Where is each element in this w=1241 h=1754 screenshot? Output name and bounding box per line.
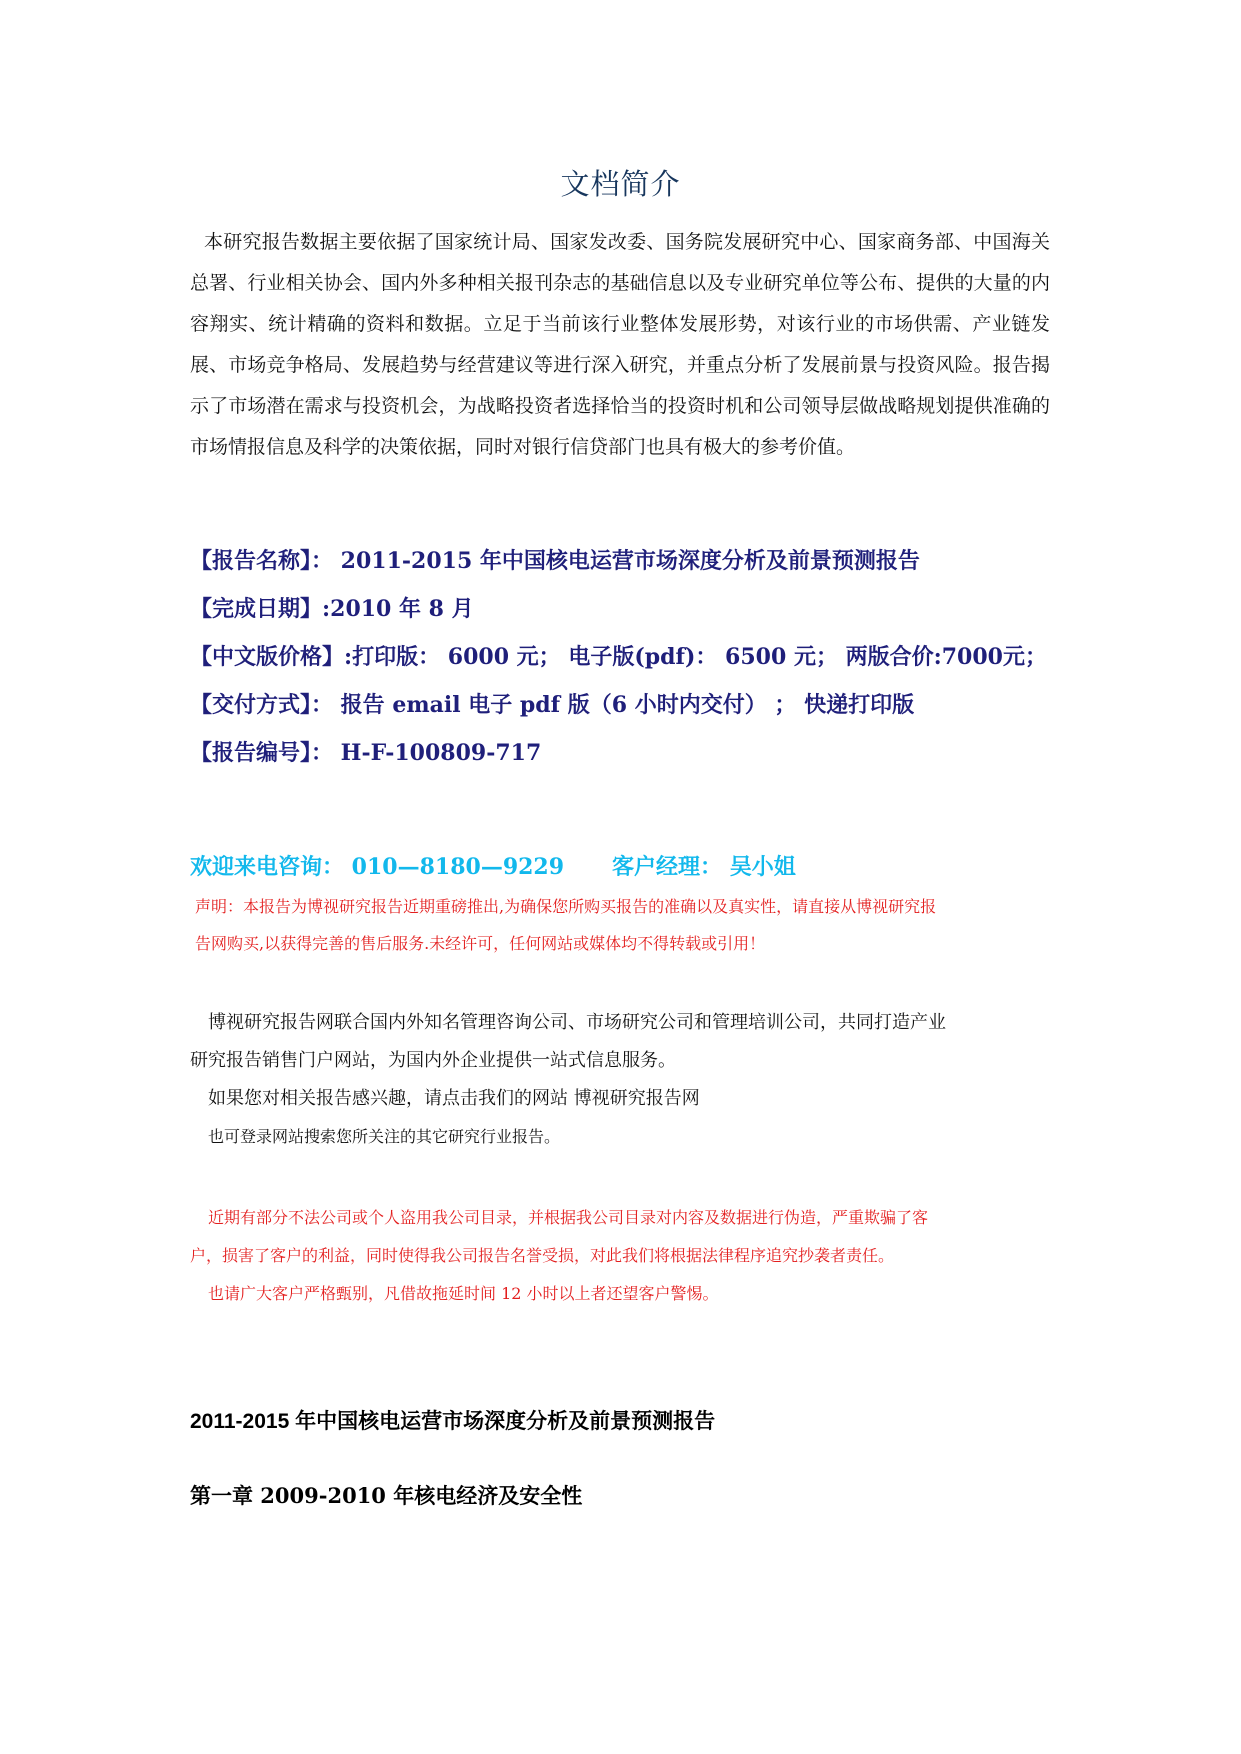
- intro-section: [190, 222, 1050, 468]
- warning-line-2: 户，损害了客户的利益，同时使得我公司报告名誉受损，对此我们将根据法律程序追究抄袭者责任。: [190, 1246, 895, 1265]
- about-website-line: 如果您对相关报告感兴趣，请点击我们的网站 博视研究报告网: [208, 1088, 700, 1109]
- about-line-2: 研究报告销售门户网站，为国内外企业提供一站式信息服务。: [190, 1050, 676, 1071]
- completion-date-row: [190, 585, 1070, 633]
- report-code-row: [190, 729, 1070, 777]
- delivery-row: [190, 681, 1070, 729]
- price-label: 【中文版价格】: [190, 644, 345, 670]
- notice-section: [193, 888, 1053, 962]
- about-line-1: 博视研究报告网联合国内外知名管理咨询公司、市场研究公司和管理培训公司，共同打造产业: [208, 1012, 946, 1033]
- contact-phone: 欢迎来电咨询： 010—8180—9229: [190, 854, 565, 880]
- delivery-value: ： 报告 email 电子 pdf 版（6 小时内交付） ； 快递打印版: [311, 692, 915, 718]
- completion-date-label: 【完成日期】: [190, 596, 323, 622]
- report-code-label: 【报告编号】: [190, 740, 312, 766]
- report-name-row: [190, 537, 1070, 585]
- intro-paragraph: 本研究报告数据主要依据了国家统计局、国家发改委、国务院发展研究中心、国家商务部、中国海关总署、行业相关协会、国内外多种相关报刊杂志的基础信息以及专业研究单位等公布、提供的大量的内容翔实、统计精确的资料和数据。立足于当前该行业整体发展形势，对该行业的市场供需、产业链发展、市场竞争格局、发展趋势与经营建议等进行深入研究，并重点分析了发展前景与投资风险。报告揭示了市场潜在需求与投资机会，为战略投资者选择恰当的投资时机和公司领导层做战略规划提供准确的市场情报信息及科学的决策依据，同时对银行信贷部门也具有极大的参考价值。: [190, 231, 1050, 458]
- notice-line-2: 告网购买,以获得完善的售后服务.未经许可，任何网站或媒体均不得转载或引用！: [195, 934, 766, 953]
- warning-line-1: 近期有部分不法公司或个人盗用我公司目录，并根据我公司目录对内容及数据进行伪造，严重欺骗了客: [208, 1208, 929, 1227]
- about-section: [190, 1004, 1050, 1156]
- report-code-value: ： H-F-100809-717: [311, 740, 542, 766]
- price-value: :打印版： 6000 元； 电子版(pdf)： 6500 元； 两版合价:7000元；: [344, 644, 1047, 670]
- report-info: [190, 537, 1070, 777]
- delivery-label: 【交付方式】: [190, 692, 312, 718]
- about-search-line: 也可登录网站搜索您所关注的其它研究行业报告。: [208, 1127, 561, 1146]
- chapter-one-heading: 第一章 2009-2010 年核电经济及安全性: [190, 1483, 583, 1508]
- report-name-value: ： 2011-2015 年中国核电运营市场深度分析及前景预测报告: [311, 548, 920, 574]
- warning-section: [190, 1199, 1052, 1313]
- contact-manager: 客户经理： 吴小姐: [612, 854, 796, 880]
- price-row: [190, 633, 1070, 681]
- notice-line-1: 声明：本报告为博视研究报告近期重磅推出,为确保您所购买报告的准确以及真实性，请直接从博视研究报: [195, 897, 937, 916]
- completion-date-value: :2010 年 8 月: [322, 596, 474, 622]
- report-title: 2011-2015 年中国核电运营市场深度分析及前景预测报告: [190, 1410, 716, 1433]
- contact-line: [190, 850, 796, 881]
- doc-title: 文档简介: [560, 167, 681, 201]
- report-name-label: 【报告名称】: [190, 548, 312, 574]
- warning-line-3: 也请广大客户严格甄别，凡借故拖延时间 12 小时以上者还望客户警惕。: [208, 1284, 719, 1303]
